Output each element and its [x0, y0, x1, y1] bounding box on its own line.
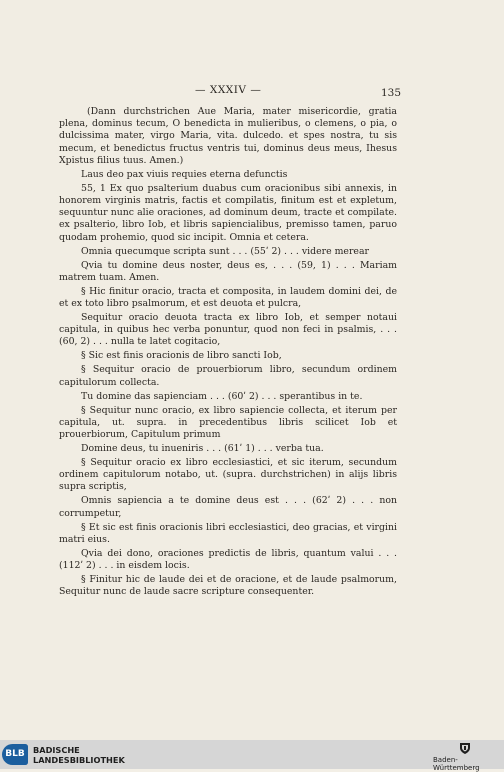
paragraph: § Hic finitur oracio, tracta et composita, in laudem domini dei, de et ex toto libro psalmorum, et est deuota et pulcra, [59, 285, 397, 310]
paragraph: § Finitur hic de laude dei et de oracione, et de laude psalmorum, Sequitur nunc de laude sacre scripture consequenter. [59, 574, 397, 598]
running-header [0, 84, 504, 100]
paragraph: § Sic est finis oracionis de libro sancti Iob, [81, 350, 282, 362]
paragraph: § Et sic est finis oracionis libri ecclesiastici, deo gracias, et virgini matri eius. [59, 521, 397, 545]
paragraph: 55, 1 Ex quo psalterium duabus cum oracionibus sibi annexis, in honorem virginis matris, factis et compilatis, finitum est et expletum, sequuntur nunc alie oraciones, ad dominum deum, tracte et compilate. ex psalterio, libro Iob, et libris sapiencialibus, premisso tamen, paruo quodam prohemio, quod sic incipit. Omnia et cetera. [59, 182, 397, 243]
paragraph: Sequitur oracio deuota tracta ex libro Iob, et semper notaui capitula, in quibus hec verba ponuntur, quod non feci in psalmis, . . . (60, 2) . . . nulla te latet cogitacio, [59, 312, 397, 348]
coat-of-arms-icon [459, 742, 471, 755]
paragraph: § Sequitur oracio ex libro ecclesiastici, et sic iterum, secundum ordinem capitulorum notabo, ut. (supra. durchstrichen) in alijs libris supra scriptis, [59, 457, 397, 493]
body-text [59, 106, 397, 600]
paragraph: Qvia dei dono, oraciones predictis de libris, quantum valui . . . (112ʹ 2) . . . in eisdem locis. [59, 547, 397, 572]
paragraph: (Dann durchstrichen Aue Maria, mater misericordie, gratia plena, dominus tecum, O benedicta in mulieribus, o clemens, o pia, o dulcissima mater, virgo Maria, vita. dulcedo. et spes nostra, tu sis mecum, et benedictus fructus ventris tui, dominus deus meus, Ihesus Xpistus filius tuus. Amen.) [59, 106, 397, 166]
paragraph: § Sequitur oracio de prouerbiorum libro, secundum ordinem capitulorum collecta. [59, 364, 397, 388]
paragraph: § Sequitur nunc oracio, ex libro sapiencie collecta, et iterum per capitula, ut. supra. in precedentibus libris scilicet Iob et prouerbiorum, Capitulum primum [59, 404, 397, 441]
library-name-line1: BADISCHE [33, 745, 80, 755]
paragraph: Qvia tu domine deus noster, deus es, . . . (59, 1) . . . Mariam matrem tuam. Amen. [59, 259, 397, 283]
paragraph: Omnis sapiencia a te domine deus est . . . (62ʹ 2) . . . non corrumpetur, [59, 495, 397, 519]
library-name-line2: LANDESBIBLIOTHEK [33, 754, 125, 765]
paragraph: Domine deus, tu inueniris . . . (61ʹ 1) . . . verba tua. [81, 443, 324, 455]
paragraph: Laus deo pax viuis requies eterna defunctis [81, 168, 288, 180]
library-name[interactable] [33, 746, 125, 765]
page-number: 135 [381, 87, 402, 99]
paragraph: Omnia quecumque scripta sunt . . . (55ʹ 2) . . . videre merear [81, 245, 369, 257]
library-footer-bar [0, 740, 504, 772]
blb-logo[interactable]: BLB [2, 744, 28, 765]
paragraph: Tu domine das sapienciam . . . (60ʹ 2) . . . sperantibus in te. [81, 390, 363, 402]
header-title: — XXXIV — [195, 84, 262, 96]
state-name[interactable]: Baden-Württemberg [433, 756, 480, 772]
